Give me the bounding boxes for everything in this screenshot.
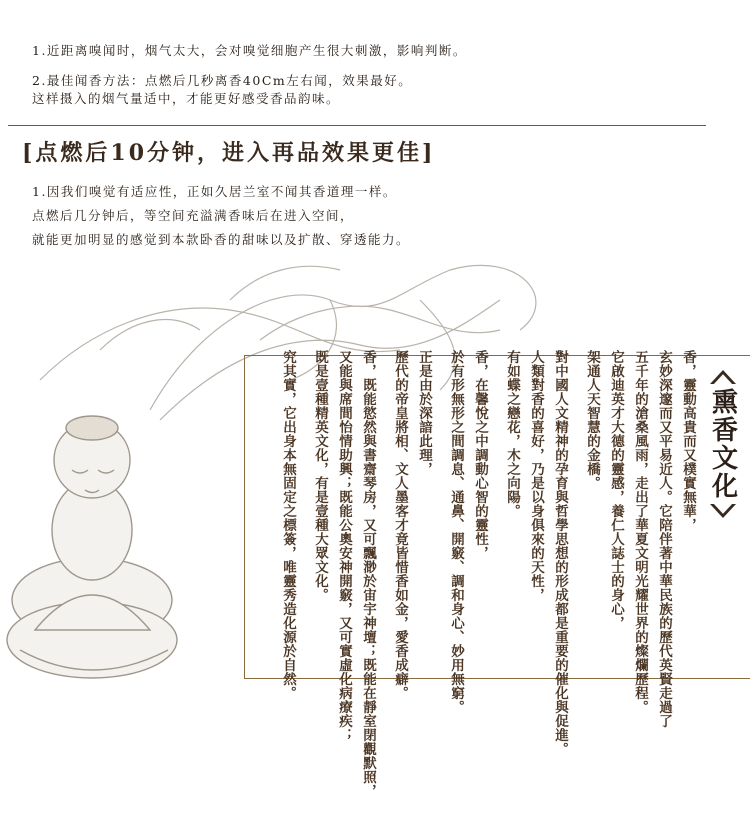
culture-column: 架通人天智慧的金橋。 <box>584 350 600 490</box>
culture-text-columns <box>270 350 700 835</box>
culture-column: 香，既能慾然與書齋琴房，又可飄渺於宙宇神壇；既能在靜室閉觀默照， <box>360 350 376 798</box>
culture-column-spacer <box>572 350 580 835</box>
culture-column: 究其實，它出身本無固定之標簽，唯靈秀造化源於自然。 <box>280 350 296 700</box>
culture-column-spacer <box>492 350 500 835</box>
bracket-top-icon <box>710 370 736 384</box>
divider-rule <box>8 125 706 126</box>
culture-column: 它啟迪英才大德的靈感，養仁人誌士的身心， <box>608 350 624 630</box>
culture-column: 對中國人文精神的孕育與哲學思想的形成都是重要的催化與促進。 <box>552 350 568 756</box>
reason-line-1: 1.因我们嗅觉有适应性，正如久居兰室不闻其香道理一样。 <box>32 184 397 199</box>
culture-column-spacer <box>380 350 388 835</box>
culture-column: 香，靈動高貴而又樸實無華， <box>680 350 696 532</box>
culture-column: 於有形無形之間調息、通鼻、開竅、調和身心、妙用無窮。 <box>448 350 464 714</box>
culture-column: 人類對香的喜好，乃是以身俱來的天性， <box>528 350 544 602</box>
culture-title-block <box>706 370 740 520</box>
culture-column-spacer <box>436 350 444 835</box>
culture-title: 熏香文化 <box>707 388 738 500</box>
reason-line-3: 就能更加明显的感觉到本款卧香的甜味以及扩散、穿透能力。 <box>32 232 411 247</box>
tip-line-1: 1.近距离嗅闻时，烟气太大，会对嗅觉细胞产生很大刺激，影响判断。 <box>32 43 467 58</box>
tip-line-3: 这样摄入的烟气量适中，才能更好感受香品韵味。 <box>32 91 341 106</box>
culture-column: 歷代的帝皇將相、文人墨客才竟皆惜香如金，愛香成癖。 <box>392 350 408 700</box>
culture-column: 五千年的滄桑風雨，走出了華夏文明光耀世界的燦爛歷程。 <box>632 350 648 714</box>
culture-column: 玄妙深邃而又平易近人。它陪伴著中華民族的歷代英賢走過了 <box>656 350 672 728</box>
bracket-bottom-icon <box>710 504 736 518</box>
buddha-figure-icon <box>7 416 177 678</box>
culture-column: 又能與席間怡情助興；既能公奧安神開竅，又可實虛化病療疾； <box>336 350 352 742</box>
section-heading: [点燃后10分钟，进入再品效果更佳] <box>22 140 436 166</box>
reason-line-2: 点燃后几分钟后，等空间充溢满香味后在进入空间， <box>32 208 355 223</box>
culture-column: 香，在馨悅之中調動心智的靈性， <box>472 350 488 560</box>
tip-line-2: 2.最佳闻香方法：点燃后几秒离香40Cm左右闻，效果最好。 <box>32 73 413 88</box>
culture-column: 正是由於深諳此理， <box>416 350 432 476</box>
culture-column: 有如蝶之戀花，木之向陽。 <box>504 350 520 518</box>
culture-column-spacer <box>300 350 308 835</box>
culture-column: 既是壹種精英文化，有是壹種大眾文化。 <box>312 350 328 602</box>
tips-section <box>32 42 722 108</box>
